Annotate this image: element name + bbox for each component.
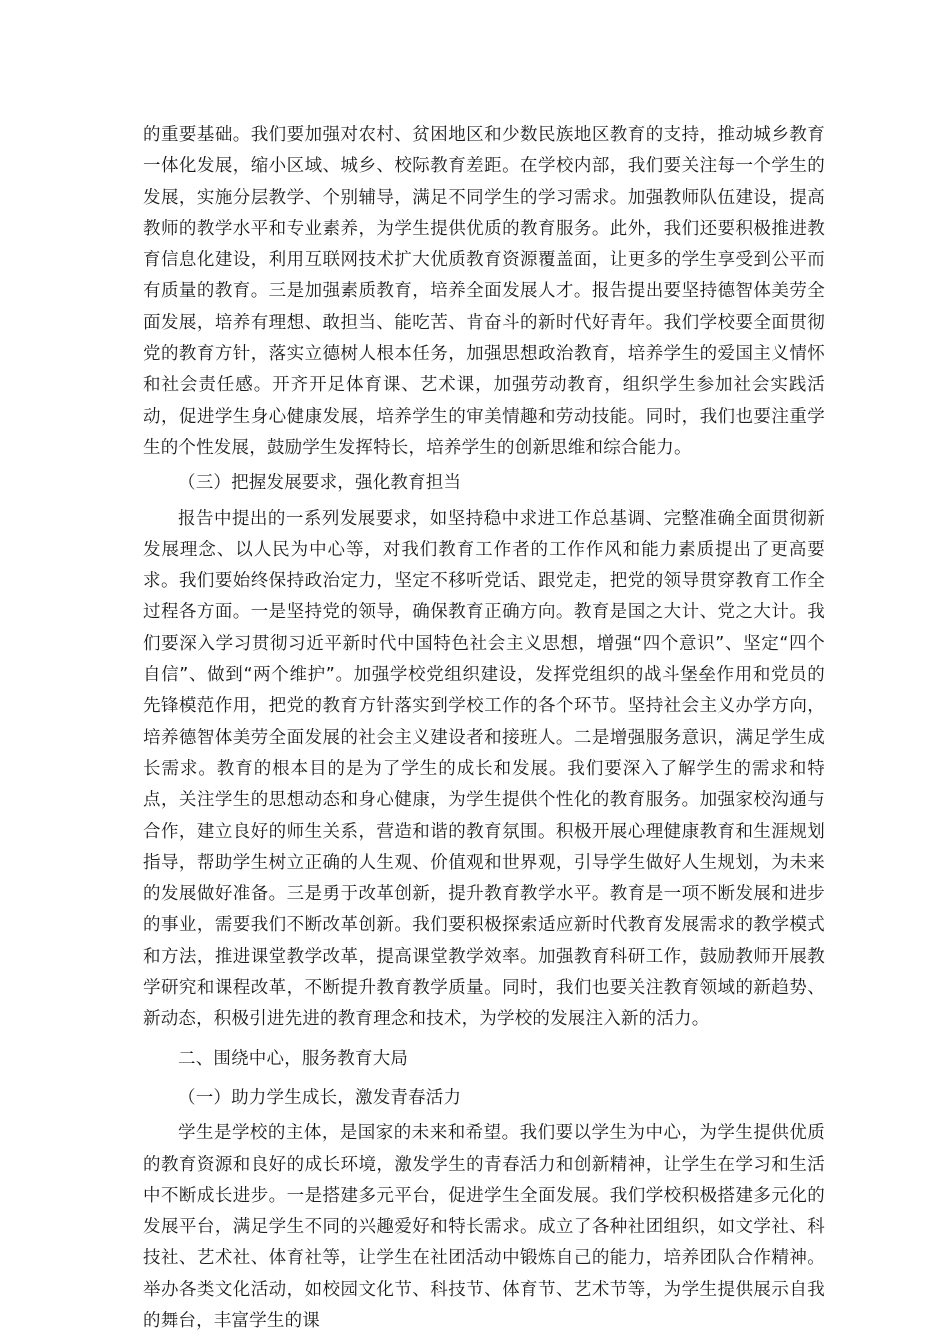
chapter-heading-2: 二、围绕中心，服务教育大局 bbox=[178, 1048, 409, 1069]
document-body bbox=[143, 120, 825, 1337]
paragraph-section-2-1: 学生是学校的主体，是国家的未来和希望。我们要以学生为中心，为学生提供优质的教育资源和良好的成长环境，激发学生的青春活力和创新精神，让学生在学习和生活中不断成长进步。一是搭建多元平台，促进学生全面发展。我们学校积极搭建多元化的发展平台，满足学生不同的兴趣爱好和特长需求。成立了各种社团组织，如文学社、科技社、艺术社、体育社等，让学生在社团活动中锻炼自己的能力，培养团队合作精神。举办各类文化活动，如校园文化节、科技节、体育节、艺术节等，为学生提供展示自我的舞台，丰富学生的课 bbox=[143, 1123, 825, 1331]
paragraph-continued: 的重要基础。我们要加强对农村、贫困地区和少数民族地区教育的支持，推动城乡教育一体化发展，缩小区域、城乡、校际教育差距。在学校内部，我们要关注每一个学生的发展，实施分层教学、个别辅导，满足不同学生的学习需求。加强教师队伍建设，提高教师的教学水平和专业素养，为学生提供优质的教育服务。此外，我们还要积极推进教育信息化建设，利用互联网技术扩大优质教育资源覆盖面，让更多的学生享受到公平而有质量的教育。三是加强素质教育，培养全面发展人才。报告提出要坚持德智体美劳全面发展，培养有理想、敢担当、能吃苦、肯奋斗的新时代好青年。我们学校要全面贯彻党的教育方针，落实立德树人根本任务，加强思想政治教育，培养学生的爱国主义情怀和社会责任感。开齐开足体育课、艺术课，加强劳动教育，组织学生参加社会实践活动，促进学生身心健康发展，培养学生的审美情趣和劳动技能。同时，我们也要注重学生的个性发展，鼓励学生发挥特长，培养学生的创新思维和综合能力。 bbox=[143, 125, 825, 458]
section-heading-2-1: （一）助力学生成长，激发青春活力 bbox=[178, 1087, 462, 1108]
paragraph-section-3: 报告中提出的一系列发展要求，如坚持稳中求进工作总基调、完整准确全面贯彻新发展理念、以人民为中心等，对我们教育工作者的工作作风和能力素质提出了更高要求。我们要始终保持政治定力，坚定不移听党话、跟党走，把党的领导贯穿教育工作全过程各方面。一是坚持党的领导，确保教育正确方向。教育是国之大计、党之大计。我们要深入学习贯彻习近平新时代中国特色社会主义思想，增强“四个意识”、坚定“四个自信”、做到“两个维护”。加强学校党组织建设，发挥党组织的战斗堡垒作用和党员的先锋模范作用，把党的教育方针落实到学校工作的各个环节。坚持社会主义办学方向，培养德智体美劳全面发展的社会主义建设者和接班人。二是增强服务意识，满足学生成长需求。教育的根本目的是为了学生的成长和发展。我们要深入了解学生的需求和特点，关注学生的思想动态和身心健康，为学生提供个性化的教育服务。加强家校沟通与合作，建立良好的师生关系，营造和谐的教育氛围。积极开展心理健康教育和生涯规划指导，帮助学生树立正确的人生观、价值观和世界观，引导学生做好人生规划，为未来的发展做好准备。三是勇于改革创新，提升教育教学水平。教育是一项不断发展和进步的事业，需要我们不断改革创新。我们要积极探索适应新时代教育发展需求的教学模式和方法，推进课堂教学改革，提高课堂教学效率。加强教育科研工作，鼓励教师开展教学研究和课程改革，不断提升教育教学质量。同时，我们也要关注教育领域的新趋势、新动态，积极引进先进的教育理念和技术，为学校的发展注入新的活力。 bbox=[143, 508, 825, 1030]
section-heading-3: （三）把握发展要求，强化教育担当 bbox=[178, 473, 462, 494]
